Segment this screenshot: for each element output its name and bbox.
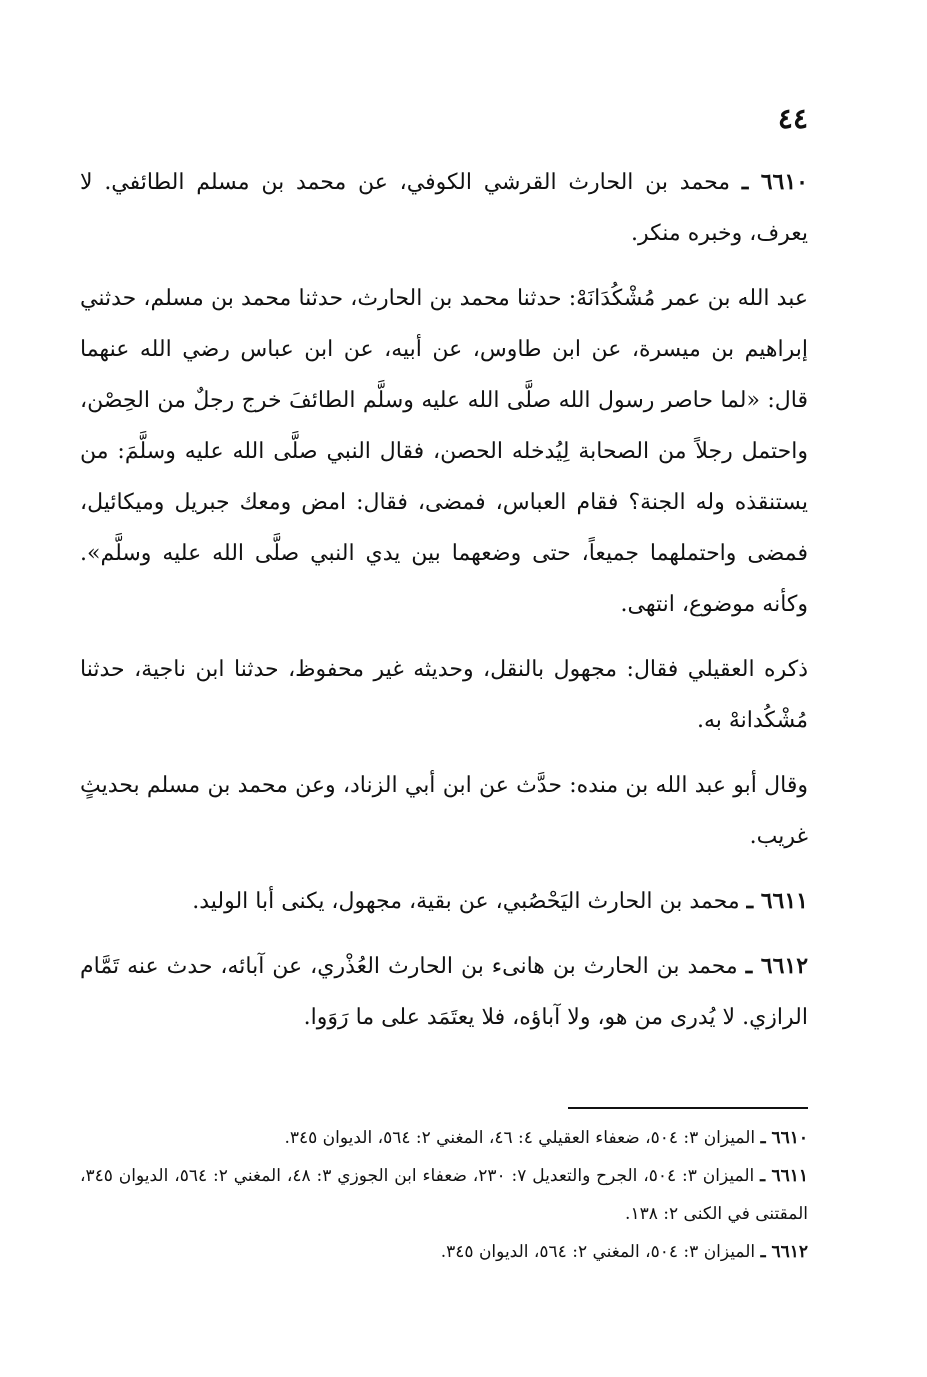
entry-number: ٦٦١٢ ـ [745, 953, 809, 979]
page-number: ٤٤ [777, 102, 808, 135]
entry-number: ٦٦١١ ـ [746, 888, 808, 914]
footnote-text: الميزان ٣: ٥٠٤، المغني ٢: ٥٦٤، الديوان ٣٤٥. [440, 1242, 756, 1262]
book-page [80, 95, 808, 1315]
entry-6610 [80, 157, 808, 259]
entry-6611 [80, 876, 808, 927]
uqayli-paragraph: ذكره العقيلي فقال: مجهول بالنقل، وحديثه غير محفوظ، حدثنا ابن ناجية، حدثنا مُشْكُدانهْ به. [80, 657, 808, 733]
footnote-divider [568, 1107, 808, 1109]
footnote-text: الميزان ٣: ٥٠٤، ضعفاء العقيلي ٤: ٤٦، المغني ٢: ٥٦٤، الديوان ٣٤٥. [284, 1128, 756, 1148]
footnote-6610 [80, 1119, 808, 1157]
footnote-number: ٦٦١١ ـ [760, 1166, 809, 1186]
footnotes [80, 1119, 808, 1271]
footnote-text: الميزان ٣: ٥٠٤، الجرح والتعديل ٧: ٢٣٠، ضعفاء ابن الجوزي ٣: ٤٨، المغني ٢: ٥٦٤، الديوان ٣٤٥، المقتنى في الكنى ٢: ١٣٨. [80, 1166, 808, 1224]
entry-number: ٦٦١٠ ـ [741, 169, 808, 195]
narration-paragraph: عبد الله بن عمر مُشْكُدَانَهْ: حدثنا محمد بن الحارث، حدثنا محمد بن مسلم، حدثني إبراهيم بن ميسرة، عن ابن طاوس، عن أبيه، عن ابن عباس رضي الله عنهما قال: «لما حاصر رسول الله صلَّى الله عليه وسلَّم الطائفَ خرج رجلٌ من الحِصْن، واحتمل رجلاً من الصحابة لِيُدخله الحصن، فقال النبي صلَّى الله عليه وسلَّمَ: من يستنقذه وله الجنة؟ فقام العباس، فمضى، فقال: امض ومعك جبريل وميكائيل، فمضى واحتملهما جميعاً، حتى وضعهما بين يدي النبي صلَّى الله عليه وسلَّم». وكأنه موضوع، انتهى. [80, 286, 808, 617]
footnote-number: ٦٦١٢ ـ [760, 1242, 808, 1262]
footnote-6611 [80, 1157, 808, 1233]
entry-text: محمد بن الحارث القرشي الكوفي، عن محمد بن مسلم الطائفي. لا يعرف، وخبره منكر. [80, 170, 808, 246]
footnote-number: ٦٦١٠ ـ [760, 1128, 808, 1148]
entry-6612 [80, 941, 808, 1043]
main-text [80, 157, 808, 1057]
ibn-mandah-paragraph: وقال أبو عبد الله بن منده: حدَّث عن ابن أبي الزناد، وعن محمد بن مسلم بحديثٍ غريب. [80, 773, 808, 849]
entry-text: محمد بن الحارث بن هانىء بن الحارث العُذْري، عن آبائه، حدث عنه تَمَّام الرازي. لا يُدرى من هو، ولا آباؤه، فلا يعتَمَد على ما رَوَوا. [80, 954, 808, 1030]
footnote-6612 [80, 1233, 808, 1271]
entry-text: محمد بن الحارث اليَحْصُبي، عن بقية، مجهول، يكنى أبا الوليد. [192, 889, 740, 914]
